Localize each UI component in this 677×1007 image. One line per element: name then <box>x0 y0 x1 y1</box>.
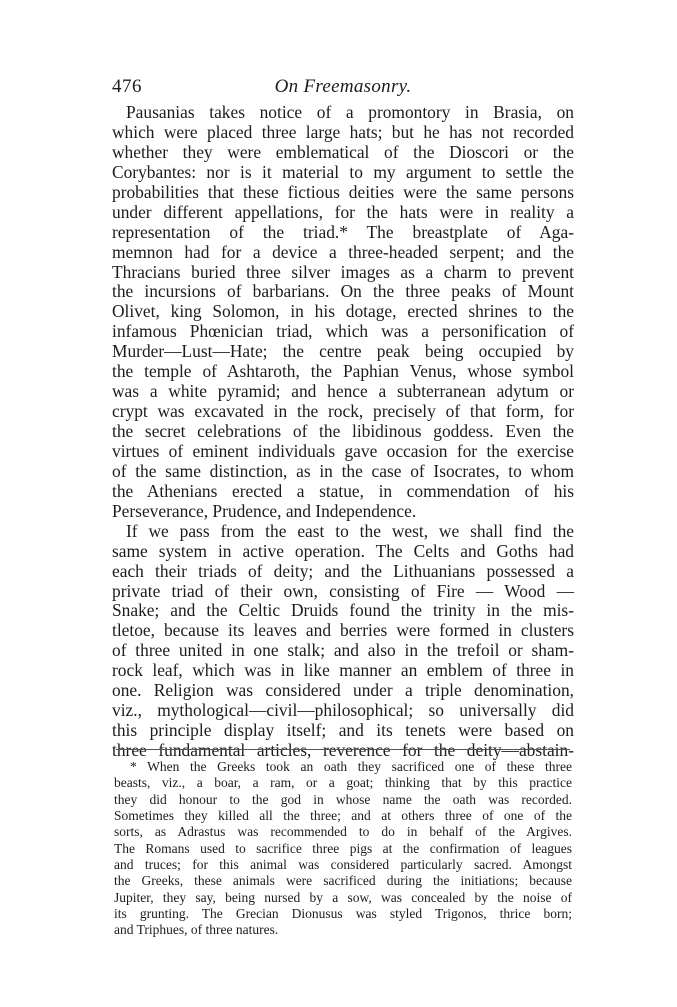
text-line: under different appellations, for the hats were in reality a <box>112 201 574 222</box>
text-line: one. Religion was considered under a triple denomination, <box>112 680 574 701</box>
text-line: rock leaf, which was in like manner an emblem of three in <box>112 660 574 681</box>
footnote-divider <box>116 749 570 750</box>
text-line: probabilities that these fictious deities were the same persons <box>112 181 574 202</box>
text-line: crypt was excavated in the rock, precisely of that form, for <box>112 401 574 422</box>
page-number: 476 <box>112 76 142 97</box>
running-head <box>112 76 574 102</box>
footnote <box>114 759 572 939</box>
text-line: of the same distinction, as in the case of Isocrates, to whom <box>112 460 574 481</box>
text-line: virtues of eminent individuals gave occasion for the exercise <box>112 440 574 461</box>
text-line: of three united in one stalk; and also in the trefoil or sham- <box>112 640 574 661</box>
footnote-line: and Triphues, of three natures. <box>114 922 279 938</box>
text-line: tletoe, because its leaves and berries were formed in clusters <box>112 620 574 641</box>
text-line: Perseverance, Prudence, and Independence. <box>112 500 417 521</box>
footnote-line: Jupiter, they say, being nursed by a sow, was concealed by the noise of <box>114 889 572 905</box>
footnote-line: Sometimes they killed all the three; and at others three of one of the <box>114 808 572 824</box>
footnote-line: beasts, viz., a boar, a ram, or a goat; thinking that by this practice <box>114 775 572 791</box>
text-line: the Athenians erected a statue, in commendation of his <box>112 480 574 501</box>
text-line: which were placed three large hats; but he has not recorded <box>112 121 574 142</box>
text-line: memnon had for a device a three-headed serpent; and the <box>112 241 574 262</box>
footnote-line: they did honour to the god in whose name the oath was recorded. <box>114 791 572 807</box>
text-line: Murder—Lust—Hate; the centre peak being occupied by <box>112 341 574 362</box>
paragraph-pausanias <box>112 103 574 522</box>
text-line: Snake; and the Celtic Druids found the trinity in the mis- <box>112 600 574 621</box>
text-line: same system in active operation. The Celts and Goths had <box>112 540 574 561</box>
text-line: three fundamental articles, reverence for the deity—abstain- <box>112 740 574 760</box>
text-line: the secret celebrations of the libidinous goddess. Even the <box>112 421 574 441</box>
text-line: the temple of Ashtaroth, the Paphian Venus, whose symbol <box>112 361 574 382</box>
body-text <box>112 103 574 761</box>
text-line: was a white pyramid; and hence a subterranean adytum or <box>112 381 574 402</box>
text-line: Pausanias takes notice of a promontory in Brasia, on <box>126 102 574 122</box>
footnote-line: The Romans used to sacrifice three pigs at the confirmation of leagues <box>114 840 572 856</box>
text-line: private triad of their own, consisting of Fire — Wood — <box>112 580 574 601</box>
text-line: viz., mythological—civil—philosophical; so universally did <box>112 700 574 721</box>
footnote-line: and truces; for this animal was considered particularly sacred. Amongst <box>114 857 572 873</box>
text-line: Olivet, king Solomon, in his dotage, erected shrines to the <box>112 301 574 322</box>
text-line: the incursions of barbarians. On the three peaks of Mount <box>112 281 574 302</box>
text-line: Thracians buried three silver images as a charm to prevent <box>112 261 574 282</box>
text-line: Corybantes: nor is it material to my argument to settle the <box>112 161 574 182</box>
text-line: If we pass from the east to the west, we shall find the <box>126 520 574 541</box>
text-line: this principle display itself; and its tenets were based on <box>112 720 574 741</box>
footnote-line: sorts, as Adrastus was recommended to do in behalf of the Argives. <box>114 824 572 840</box>
text-line: whether they were emblematical of the Dioscori or the <box>112 141 574 162</box>
paragraph-east-west <box>112 522 574 761</box>
text-line: representation of the triad.* The breastplate of Aga- <box>112 221 574 242</box>
text-line: each their triads of deity; and the Lithuanians possessed a <box>112 560 574 581</box>
footnote-line: * When the Greeks took an oath they sacrificed one of these three <box>130 759 572 774</box>
running-title: On Freemasonry. <box>274 76 412 97</box>
footnote-line: the Greeks, these animals were sacrificed during the initiations; because <box>114 873 572 889</box>
footnote-line: its grunting. The Grecian Dionusus was styled Trigonos, thrice born; <box>114 906 572 922</box>
text-line: infamous Phœnician triad, which was a personification of <box>112 321 574 342</box>
